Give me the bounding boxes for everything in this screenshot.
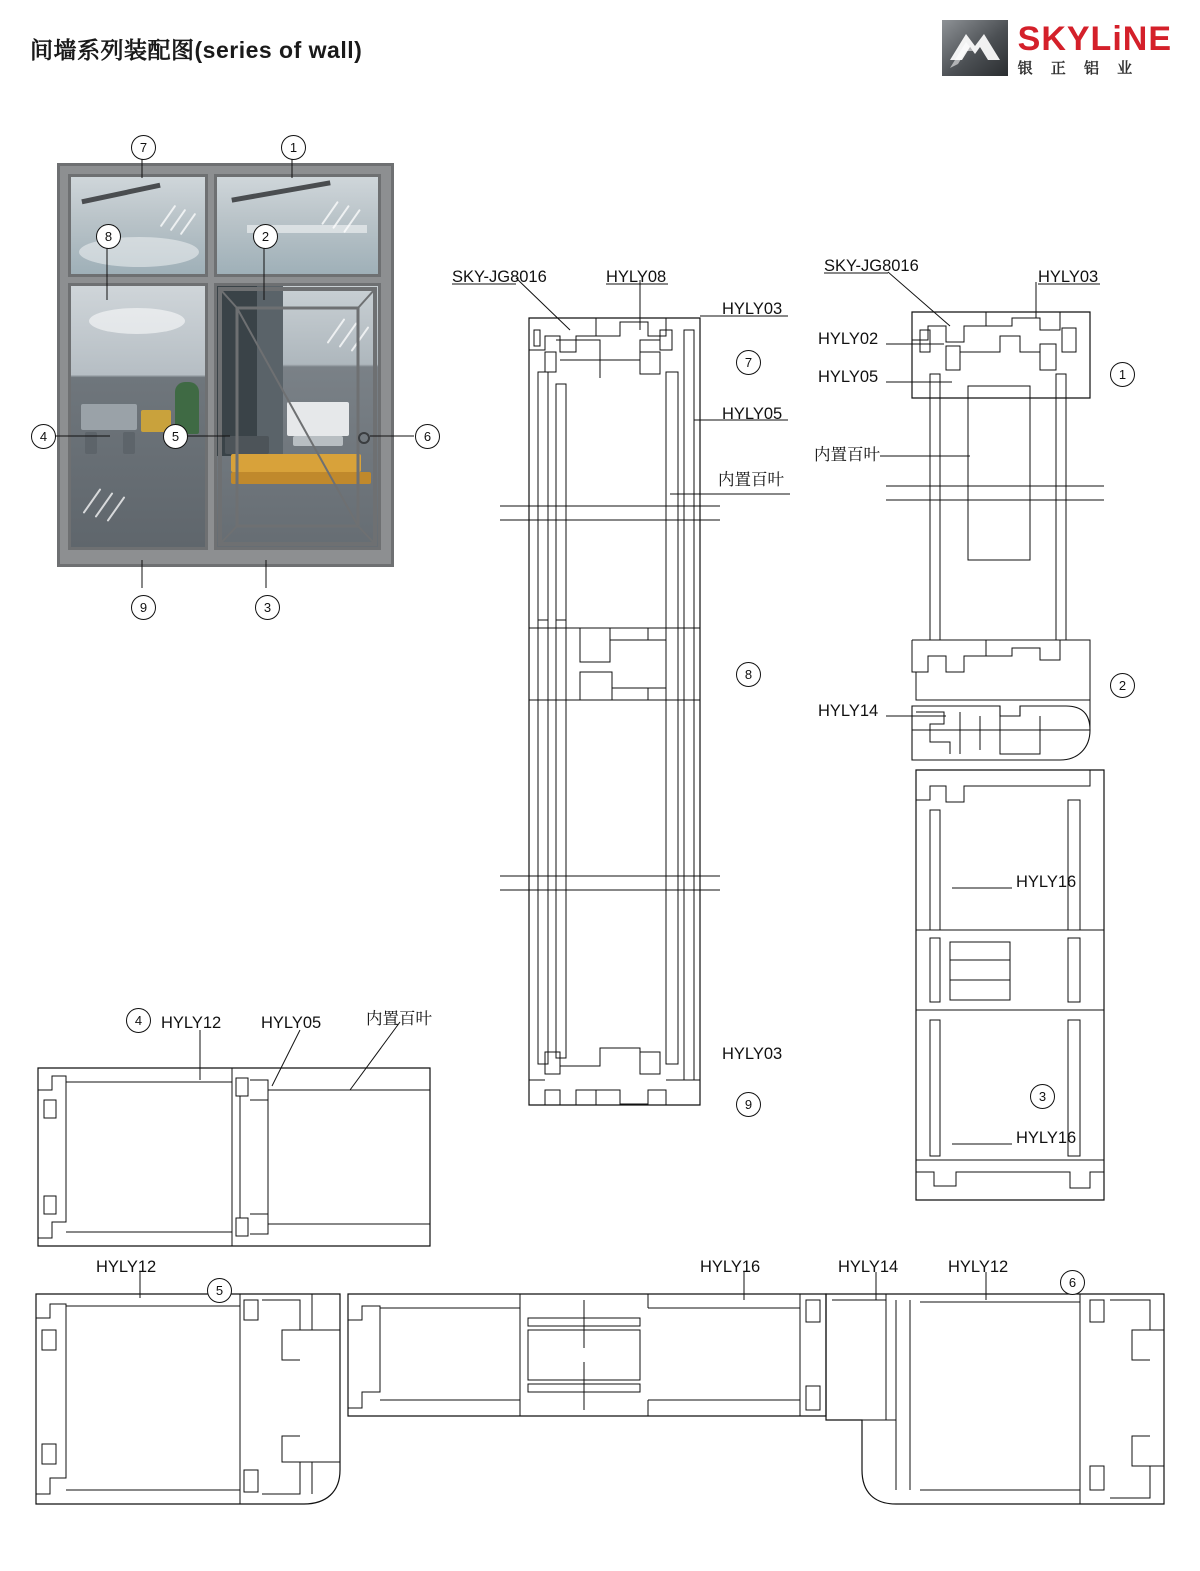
brand-name-cn: 银 正 铝 业 xyxy=(1017,60,1140,77)
label-hyly05-middle: HYLY05 xyxy=(722,405,783,423)
callout-9-section: 9 xyxy=(736,1092,761,1117)
label-sky-jg8016-right: SKY-JG8016 xyxy=(824,257,919,275)
callout-2-photo: 2 xyxy=(253,224,278,249)
label-hyly16-bottom: HYLY16 xyxy=(700,1258,761,1276)
label-sky-jg8016-middle: SKY-JG8016 xyxy=(452,268,547,286)
label-hyly12-bottom-right: HYLY12 xyxy=(948,1258,1009,1276)
callout-5-section: 5 xyxy=(207,1278,232,1303)
callout-7-section: 7 xyxy=(736,350,761,375)
label-hyly16-right-top: HYLY16 xyxy=(1016,873,1077,891)
callout-4-photo: 4 xyxy=(31,424,56,449)
photo-pane-top-right xyxy=(214,174,381,277)
photo-pane-bottom-right xyxy=(214,283,381,550)
label-hyly14-bottom: HYLY14 xyxy=(838,1258,899,1276)
label-hyly05-transom: HYLY05 xyxy=(261,1014,322,1032)
callout-5-photo: 5 xyxy=(163,424,188,449)
label-hyly16-right-bottom: HYLY16 xyxy=(1016,1129,1077,1147)
label-hyly08-middle: HYLY08 xyxy=(606,268,667,286)
label-hyly02-right: HYLY02 xyxy=(818,330,879,348)
skyline-mark-icon xyxy=(942,20,1008,76)
label-louvre-right: 内置百叶 xyxy=(814,446,880,464)
page-title: 间墙系列装配图(series of wall) xyxy=(30,37,363,63)
label-hyly05-right: HYLY05 xyxy=(818,368,879,386)
brand-logo xyxy=(942,20,1172,76)
callout-3-photo: 3 xyxy=(255,595,280,620)
callout-6-photo: 6 xyxy=(415,424,440,449)
callout-3-section: 3 xyxy=(1030,1084,1055,1109)
callout-1-section: 1 xyxy=(1110,362,1135,387)
label-hyly03-middle-bottom: HYLY03 xyxy=(722,1045,783,1063)
callout-7-photo: 7 xyxy=(131,135,156,160)
callout-4-section: 4 xyxy=(126,1008,151,1033)
brand-name-en: SKYLiNE xyxy=(1017,20,1172,58)
callout-8-section: 8 xyxy=(736,662,761,687)
label-louvre-middle: 内置百叶 xyxy=(718,471,784,489)
callout-9-photo: 9 xyxy=(131,595,156,620)
photo-pane-bottom-left xyxy=(68,283,208,550)
label-hyly12-bottom-left: HYLY12 xyxy=(96,1258,157,1276)
label-hyly14-right: HYLY14 xyxy=(818,702,879,720)
callout-1-photo: 1 xyxy=(281,135,306,160)
callout-2-section: 2 xyxy=(1110,673,1135,698)
callout-8-photo: 8 xyxy=(96,224,121,249)
callout-6-section: 6 xyxy=(1060,1270,1085,1295)
label-hyly03-right: HYLY03 xyxy=(1038,268,1099,286)
label-hyly03-middle-top: HYLY03 xyxy=(722,300,783,318)
photo-pane-top-left xyxy=(68,174,208,277)
label-louvre-transom: 内置百叶 xyxy=(366,1010,432,1028)
label-hyly12-transom: HYLY12 xyxy=(161,1014,222,1032)
